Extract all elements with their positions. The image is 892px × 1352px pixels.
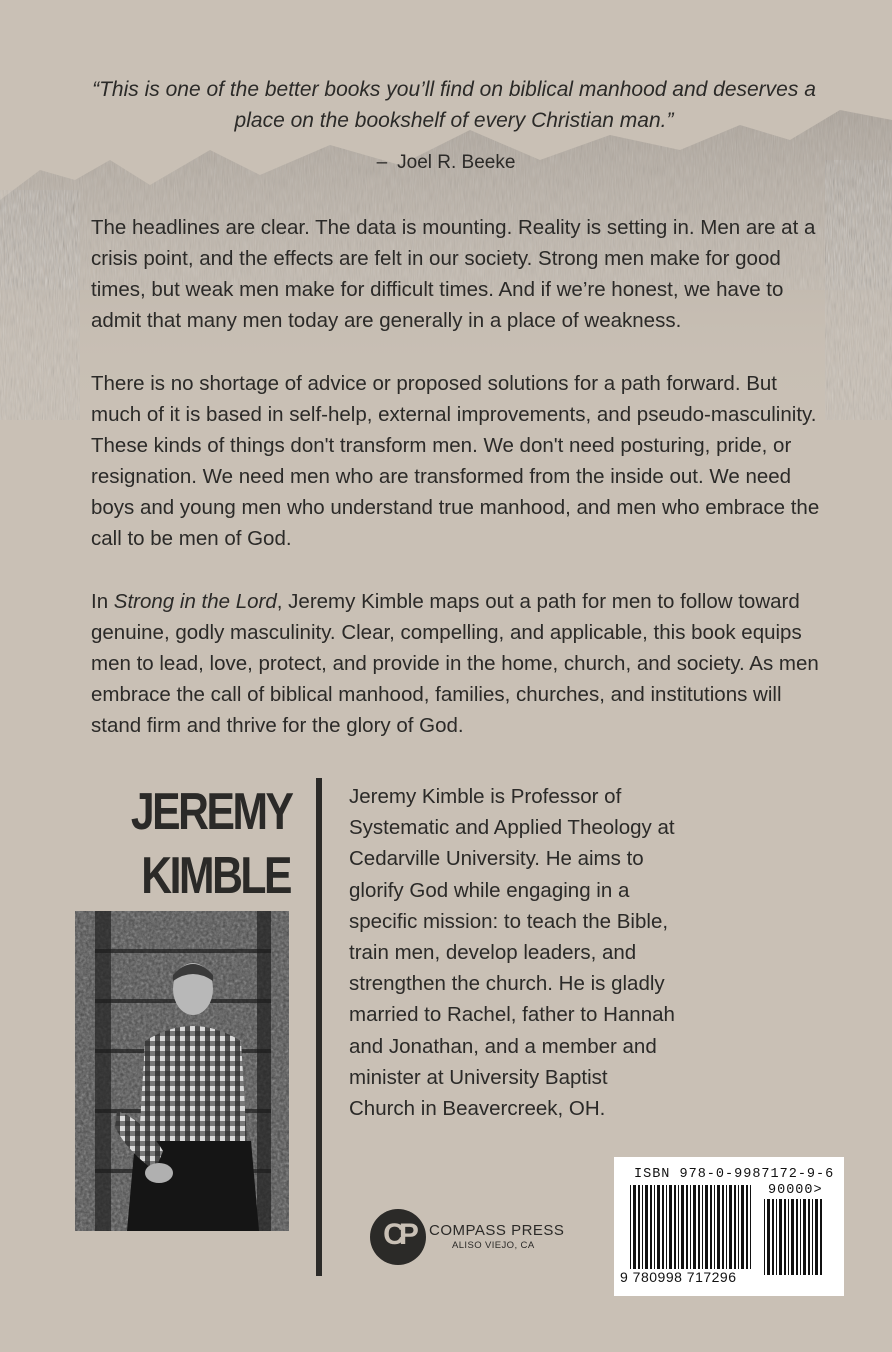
barcode-bar [686, 1185, 688, 1269]
barcode-bar [702, 1185, 703, 1269]
barcode-bar [714, 1185, 715, 1269]
barcode-bar [678, 1185, 679, 1269]
barcode-bar [764, 1199, 765, 1275]
barcode-bar [698, 1185, 700, 1269]
barcode-bar [738, 1185, 739, 1269]
barcode-bar [633, 1185, 636, 1269]
barcode-bar [812, 1199, 813, 1275]
barcode-bar [669, 1185, 672, 1269]
blurb-paragraph-3 [91, 586, 821, 741]
barcode-bar [784, 1199, 786, 1275]
book-title: Strong in the Lord [113, 590, 277, 613]
barcode-bar [681, 1185, 684, 1269]
author-first-name: JEREMY [130, 783, 292, 841]
barcode-bar [666, 1185, 667, 1269]
barcode-bar [693, 1185, 696, 1269]
barcode-bar [741, 1185, 744, 1269]
barcode-bar [717, 1185, 720, 1269]
vertical-divider [316, 778, 322, 1276]
price-addon-number: 90000> [768, 1183, 823, 1198]
ean-digits: 9 780998 717296 [620, 1269, 737, 1285]
barcode-bar [815, 1199, 818, 1275]
barcode-bar [710, 1185, 712, 1269]
endorsement-quote: “This is one of the better books you’ll find on biblical manhood and deserves a place on the bookshelf of every Christian man.” [92, 78, 816, 132]
blurb-p3-rest: , Jeremy Kimble maps out a path for men to follow toward genuine, godly masculinity. Clear, compelling, and applicable, this book equips men to lead, love, protect, and provide in the home, church, and society. As men embrace the call of biblical manhood, families, churches, and institutions will stand firm and thrive for the glory of God. [91, 590, 819, 737]
barcode-bar [630, 1185, 631, 1269]
attribution-dash: – [376, 152, 388, 173]
barcode-bar [746, 1185, 748, 1269]
isbn-barcode [614, 1157, 844, 1296]
barcode-bar [803, 1199, 806, 1275]
barcode-bar [820, 1199, 822, 1275]
barcode-addon-bars [764, 1199, 824, 1275]
barcode-bar [705, 1185, 708, 1269]
barcode-bar [767, 1199, 770, 1275]
barcode-bar [791, 1199, 794, 1275]
barcode-bar [729, 1185, 732, 1269]
endorsement-attribution [0, 152, 892, 174]
isbn-label: ISBN 978-0-9987172-9-6 [634, 1167, 835, 1182]
barcode-bar [779, 1199, 782, 1275]
author-last-name: KIMBLE [141, 847, 290, 905]
attribution-author: Joel R. Beeke [397, 152, 516, 173]
barcode-bar [772, 1199, 774, 1275]
barcode-bar [776, 1199, 777, 1275]
barcode-bar [796, 1199, 798, 1275]
barcode-bar [642, 1185, 643, 1269]
barcode-bar [690, 1185, 691, 1269]
barcode-bar [654, 1185, 655, 1269]
barcode-bar [662, 1185, 664, 1269]
blurb-p3-prefix: In [91, 590, 114, 613]
barcode-bar [657, 1185, 660, 1269]
barcode-bar [645, 1185, 648, 1269]
publisher-name: COMPASS PRESS [429, 1222, 565, 1239]
barcode-bar [734, 1185, 736, 1269]
blurb-paragraph-2: There is no shortage of advice or proposed solutions for a path forward. But much of it is based in self-help, external improvements, and pseudo-masculinity. These kinds of things don't transform men. We don't need posturing, pride, or resignation. We need men who are transformed from the inside out. We need boys and young men who understand true manhood, and men who embrace the call to be men of God. [91, 372, 820, 550]
author-photo-illustration [75, 911, 289, 1231]
publisher-logo [370, 1209, 570, 1265]
barcode-bar [788, 1199, 789, 1275]
barcode-bar [674, 1185, 676, 1269]
author-bio: Jeremy Kimble is Professor of Systematic and Applied Theology at Cedarville University. He aims to glorify God while engaging in a specific mission: to teach the Bible, train men, develop leaders, and strengthen the church. He is gladly married to Rachel, father to Hannah and Jonathan, and a member and minister at University Baptist Church in Beavercreek, OH. [349, 785, 675, 1121]
barcode-bar [638, 1185, 640, 1269]
barcode-bar [726, 1185, 727, 1269]
barcode-bar [750, 1185, 751, 1269]
barcode-bar [800, 1199, 801, 1275]
publisher-city: ALISO VIEJO, CA [452, 1240, 535, 1251]
barcode-bar [650, 1185, 652, 1269]
barcode-bar [808, 1199, 810, 1275]
author-photo [75, 911, 289, 1231]
barcode-main-bars [630, 1185, 754, 1275]
compass-press-icon [370, 1209, 426, 1265]
barcode-bar [722, 1185, 724, 1269]
publisher-logo-letters: CP [383, 1218, 413, 1251]
blurb-paragraph-1: The headlines are clear. The data is mounting. Reality is setting in. Men are at a crisis point, and the effects are felt in our society. Strong men make for good times, but weak men make for difficult times. And if we’re honest, we have to admit that many men today are generally in a place of weakness. [91, 216, 816, 332]
